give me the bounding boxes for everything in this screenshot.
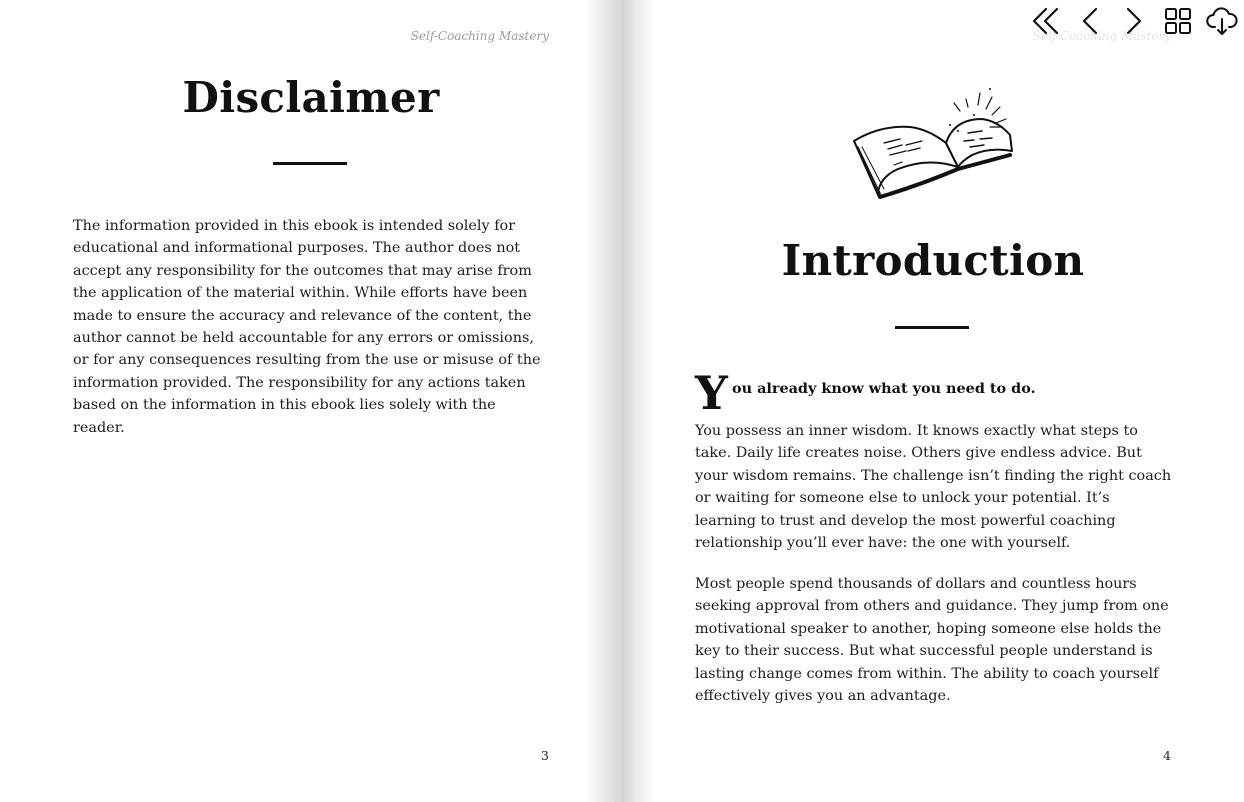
- previous-page-icon: [1079, 6, 1101, 36]
- running-head-left: Self-Coaching Mastery: [410, 29, 549, 43]
- drop-cap: Y: [695, 366, 728, 420]
- chapter-title-disclaimer: Disclaimer: [182, 73, 440, 122]
- cloud-download-icon: [1206, 6, 1238, 36]
- viewer-toolbar: [1024, 2, 1244, 40]
- chapter-title-introduction: Introduction: [781, 236, 1085, 285]
- title-rule-right: [895, 326, 969, 329]
- running-head-right: Self-Coaching Mastery: [1032, 29, 1171, 43]
- download-button[interactable]: [1200, 2, 1244, 40]
- disclaimer-text: The information provided in this ebook is intended solely for educational and informational purposes. The author does not accept any responsibility for the outcomes that may arise from the application of the material within. While efforts have been made to ensure the accuracy and relevance of the content, the author cannot be held accountable for any errors or omissions, or for any consequences resulting from the use or misuse of the information provided. The responsibility for any actions taken based on the information in this ebook lies solely with the reader.: [73, 218, 541, 436]
- title-rule-left: [273, 162, 347, 165]
- gutter-shadow-right: [622, 0, 656, 802]
- grid-view-button[interactable]: [1156, 2, 1200, 40]
- open-book-icon: [850, 85, 1016, 207]
- page-number-right: 4: [1163, 748, 1171, 763]
- intro-paragraph-1: You possess an inner wisdom. It knows exactly what steps to take. Daily life creates noise. Others give endless advice. But your wisdom remains. The challenge isn’t finding the right coach or waiting for someone else to unlock your potential. It’s learning to trust and develop the most powerful coaching relationship you’ll ever have: the one with yourself.: [695, 423, 1172, 552]
- page-number-left: 3: [541, 748, 549, 763]
- previous-page-button[interactable]: [1068, 2, 1112, 40]
- next-page-icon: [1123, 6, 1145, 36]
- first-page-icon: [1031, 6, 1061, 36]
- next-page-button[interactable]: [1112, 2, 1156, 40]
- lead-sentence: ou already know what you need to do.: [732, 380, 1036, 397]
- intro-paragraph-2: Most people spend thousands of dollars and countless hours seeking approval from others and guidance. They jump from one motivational speaker to another, hoping someone else holds the key to their success. But what successful people understand is lasting change comes from within. The ability to coach yourself effectively gives you an advantage.: [695, 576, 1169, 705]
- grid-view-icon: [1164, 7, 1192, 35]
- page-right: [622, 0, 1244, 802]
- first-page-button[interactable]: [1024, 2, 1068, 40]
